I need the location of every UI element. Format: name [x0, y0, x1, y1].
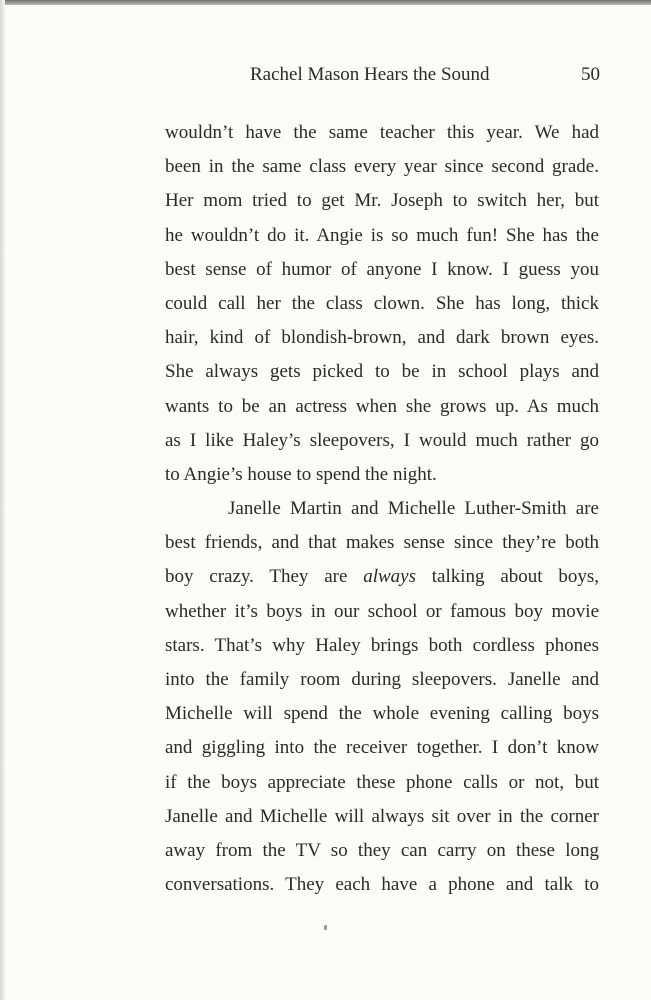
text-line: could call her the class clown. She has long, thick: [165, 292, 599, 314]
text-line: wouldn’t have the same teacher this year. We had: [165, 122, 599, 143]
text-line-with-emphasis: [165, 560, 599, 594]
text-line: stars. That’s why Haley brings both cordless phones: [165, 634, 599, 656]
text-line: away from the TV so they can carry on these long: [165, 839, 599, 861]
text-line: into the family room during sleepovers. Janelle and: [165, 669, 599, 690]
text-line: best friends, and that makes sense since they’re both: [165, 532, 599, 554]
page-left-edge: [0, 0, 5, 1000]
text-line: and giggling into the receiver together. I don’t know: [165, 737, 599, 759]
scan-speck: [324, 925, 327, 930]
text-line: hair, kind of blondish-brown, and dark brown eyes.: [165, 327, 599, 349]
text-line: Janelle and Michelle will always sit over in the corner: [165, 805, 599, 827]
emphasized-word: always: [363, 566, 416, 588]
text-line: Her mom tried to get Mr. Joseph to switch her, but: [165, 190, 599, 212]
text-line: conversations. They each have a phone and talk to: [165, 874, 599, 896]
text-line: She always gets picked to be in school plays and: [165, 361, 599, 383]
text-line: best sense of humor of anyone I know. I guess you: [165, 258, 599, 280]
body-text: [165, 116, 599, 902]
text-line: whether it’s boys in our school or famous boy movie: [165, 600, 599, 622]
paragraph-start-line: Janelle Martin and Michelle Luther-Smith are: [228, 498, 599, 520]
paragraph-end-line: to Angie’s house to spend the night.: [165, 463, 437, 485]
page-top-edge: [0, 0, 651, 5]
running-title: Rachel Mason Hears the Sound: [250, 64, 490, 85]
text-line: wants to be an actress when she grows up. As much: [165, 395, 599, 417]
text-line: if the boys appreciate these phone calls or not, but: [165, 771, 599, 793]
text-line: as I like Haley’s sleepovers, I would much rather go: [165, 429, 599, 451]
text-line: he wouldn’t do it. Angie is so much fun! She has the: [165, 224, 599, 246]
running-header: [250, 60, 600, 90]
text-line: Michelle will spend the whole evening calling boys: [165, 703, 599, 725]
text-line: been in the same class every year since second grade.: [165, 156, 599, 178]
line-text-before: boy crazy. They are: [165, 566, 364, 588]
page-number: 50: [581, 64, 600, 85]
line-text-after: talking about boys,: [415, 566, 599, 588]
